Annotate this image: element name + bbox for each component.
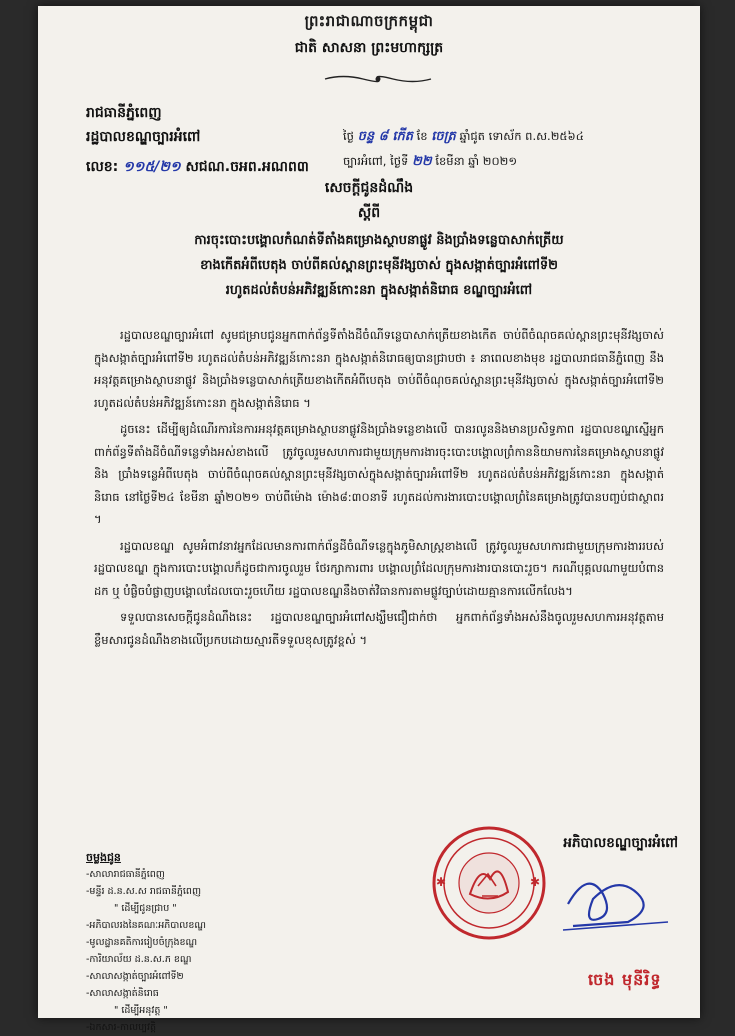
cc-item: -ឯកសារ-កាលប្បវត្តិ <box>86 1022 156 1033</box>
paragraph-1: រដ្ឋបាលខណ្ឌច្បារអំពៅ សូមជម្រាបជូនអ្នកពាក់ព័ន្ធទីតាំងដីចំណីទន្លេបាសាក់ត្រើយខាងកើត ចាប់ពីចំណុចគល់ស្ពានព្រះមុនីវង្សចាស់ក្នុងសង្កាត់ច្បារអំពៅទី២ រហូតដល់តំបន់អភិវឌ្ឍន៍កោះនរា ក្នុងសង្កាត់និរោធឲ្យបានជ្រាបថា ៖ នាពេលខាងមុខ រដ្ឋបាលរាជធានីភ្នំពេញ នឹងអនុវត្តគម្រោងស្ថាបនាផ្លូវ និងប្រាំងទន្លេបាសាក់ត្រើយខាងកើតអំពីបេតុង ចាប់ពីចំណុចគល់ស្ពានព្រះមុនីវង្សចាស់ ក្នុងសង្កាត់ច្បារអំពៅទី២ រហូតដល់តំបន់អភិវឌ្ឍន៍កោះនរា ក្នុងសង្កាត់និរោធ ។ <box>94 328 664 410</box>
lunar-month-prefix: ខែ <box>416 129 428 143</box>
official-seal-icon <box>430 824 548 942</box>
cc-item: -សាលារាជធានីភ្នំពេញ <box>86 869 165 880</box>
cc-item: " ដើម្បីជូនជ្រាប " <box>114 903 177 914</box>
ref-suffix: សជណ.ចអព.អណព៣ <box>185 159 309 175</box>
lunar-day-handwritten: ចន្ទ ៨ កើត <box>357 129 413 144</box>
letterhead <box>38 12 700 59</box>
cc-item: -ការិយាល័យ ដ.ន.ស.ភ ខណ្ឌ <box>86 954 192 965</box>
lunar-month-handwritten: ចេត្រ <box>431 129 456 144</box>
cc-item: " ដើម្បីអនុវត្ត " <box>114 1005 168 1016</box>
solar-prefix: ច្បារអំពៅ, ថ្ងៃទី <box>343 154 409 168</box>
date-block <box>343 124 584 174</box>
lunar-year: ឆ្នាំជូត ទោស័ក ព.ស.២៥៦៤ <box>459 129 584 143</box>
paragraph-2: ដូចនេះ ដើម្បីឲ្យដំណើរការនៃការអនុវត្តគម្រោងស្ថាបនាផ្លូវនិងប្រាំងទន្លេខាងលើ បានរលូននិងមានប្រសិទ្ធភាព រដ្ឋបាលខណ្ឌស្នើអ្នកពាក់ព័ន្ធទីតាំងដីចំណីទន្លេទាំងអស់ខាងលើ ត្រូវចូលរួមសហការជាមួយក្រុមការងារចុះបោះបង្គោលព្រំកាននិយាមការនៃគម្រោងស្ថាបនាផ្លូវ និង ប្រាំងទន្លេអំពីបេតុង ចាប់ពីចំណុចគល់ស្ពានព្រះមុនីវង្សចាស់ក្នុងសង្កាត់ច្បារអំពៅទី២ រហូតដល់តំបន់អភិវឌ្ឍន៍កោះនរា ក្នុងសង្កាត់និរោធ នៅថ្ងៃទី២៤ ខែមីនា ឆ្នាំ២០២១ ចាប់ពីម៉ោង ម៉ោង៨:៣០នាទី រហូតដល់ការងារបោះបង្គោលព្រំនៃគម្រោងត្រូវបានបញ្ចប់ជាស្ថាពរ ។ <box>94 422 664 526</box>
cc-item: -សាលាសង្កាត់និរោធ <box>86 988 159 999</box>
sender-district: រដ្ឋបាលខណ្ឌច្បារអំពៅ <box>86 129 201 145</box>
paragraph-3: រដ្ឋបាលខណ្ឌ សូមអំពាវនាវអ្នកដែលមានការពាក់ព័ន្ធដីចំណីទន្លេក្នុងភូមិសាស្ត្រខាងលើ ត្រូវចូលរួមសហការជាមួយក្រុមការងាររបស់រដ្ឋបាលខណ្ឌ ក្នុងការបោះបង្គោលក៏ដូចជាការចូលរួម ថែរក្សាការពារ បង្គោលព្រំដែលក្រុមការងារបានបោះរួច។ ករណីបុគ្គលណាមួយបំពានដក ឬ បំផ្លិចបំផ្លាញបង្គោលដែលបោះរួចហើយ រដ្ឋបាលខណ្ឌនឹងចាត់វិធានការតាមផ្លូវច្បាប់ដោយគ្មានការលើកលែង។ <box>94 538 664 598</box>
kingdom-name: ព្រះរាជាណាចក្រកម្ពុជា <box>304 12 434 30</box>
subject-line-2: ខាងកើតអំពីបេតុង ចាប់ពីគល់ស្ពានព្រះមុនីវង្សចាស់ ក្នុងសង្កាត់ច្បារអំពៅទី២ <box>200 258 558 273</box>
solar-date <box>343 149 584 174</box>
document-page <box>38 6 700 1033</box>
subject <box>94 228 664 303</box>
document-title <box>38 178 700 224</box>
sender-capital: រាជធានីភ្នំពេញ <box>86 105 162 121</box>
ref-number-handwritten: ១១៥/២១ <box>123 159 181 175</box>
svg-text:✱: ✱ <box>436 875 447 889</box>
signature-title: អភិបាលខណ្ឌច្បារអំពៅ <box>563 835 678 851</box>
signature-scribble-icon <box>558 864 678 944</box>
document-body <box>94 324 664 655</box>
ornament-divider-icon <box>323 74 433 84</box>
cc-item: -អភិបាលរងនៃគណៈអភិបាលខណ្ឌ <box>86 920 206 931</box>
sender-block <box>86 101 309 179</box>
cc-title: ចម្លងជូន <box>86 851 121 864</box>
subject-line-3: រហូតដល់តំបន់អភិវឌ្ឍន៍កោះនរា ក្នុងសង្កាត់និរោធ ខណ្ឌច្បារអំពៅ <box>225 283 533 298</box>
doc-type: សេចក្តីជូនដំណឹង <box>324 180 414 196</box>
cc-item: -មន្ទីរ ដ.ន.ស.ស រាជធានីភ្នំពេញ <box>86 886 202 897</box>
svg-text:✱: ✱ <box>530 875 541 889</box>
solar-day-handwritten: ២២ <box>411 154 432 169</box>
reference-number <box>86 155 309 179</box>
subject-line-1: ការចុះបោះបង្គោលកំណត់ទីតាំងគម្រោងស្ថាបនាផ្លូវ និងប្រាំងទន្លេបាសាក់ត្រើយ <box>194 233 564 248</box>
paragraph-4: ទទួលបានសេចក្តីជូនដំណឹងនេះ រដ្ឋបាលខណ្ឌច្បារអំពៅសង្ឃឹមជឿជាក់ថា អ្នកពាក់ព័ន្ធទាំងអស់នឹងចូលរួមសហការអនុវត្តតាមខ្លឹមសារជូនដំណឹងខាងលើប្រកបដោយស្មារតីទទួលខុសត្រូវខ្ពស់ ។ <box>94 610 664 647</box>
national-motto: ជាតិ សាសនា ព្រះមហាក្សត្រ <box>294 40 444 56</box>
cc-item: -សាលាសង្កាត់ច្បារអំពៅទី២ <box>86 971 184 982</box>
doc-about: ស្តីពី <box>357 205 381 221</box>
ref-prefix: លេខ: <box>86 159 119 175</box>
cc-item: -មូលដ្ឋានគតិការរៀបចំក្រុងខណ្ឌ <box>86 937 198 948</box>
lunar-date <box>343 124 584 149</box>
lunar-prefix: ថ្ងៃ <box>343 129 354 143</box>
signature-block <box>436 834 678 989</box>
copy-to-list <box>86 849 206 1036</box>
solar-month-year: ខែមីនា ឆ្នាំ ២០២១ <box>435 154 518 168</box>
signer-name: ចេង មុនីរិទ្ធ <box>588 970 662 989</box>
